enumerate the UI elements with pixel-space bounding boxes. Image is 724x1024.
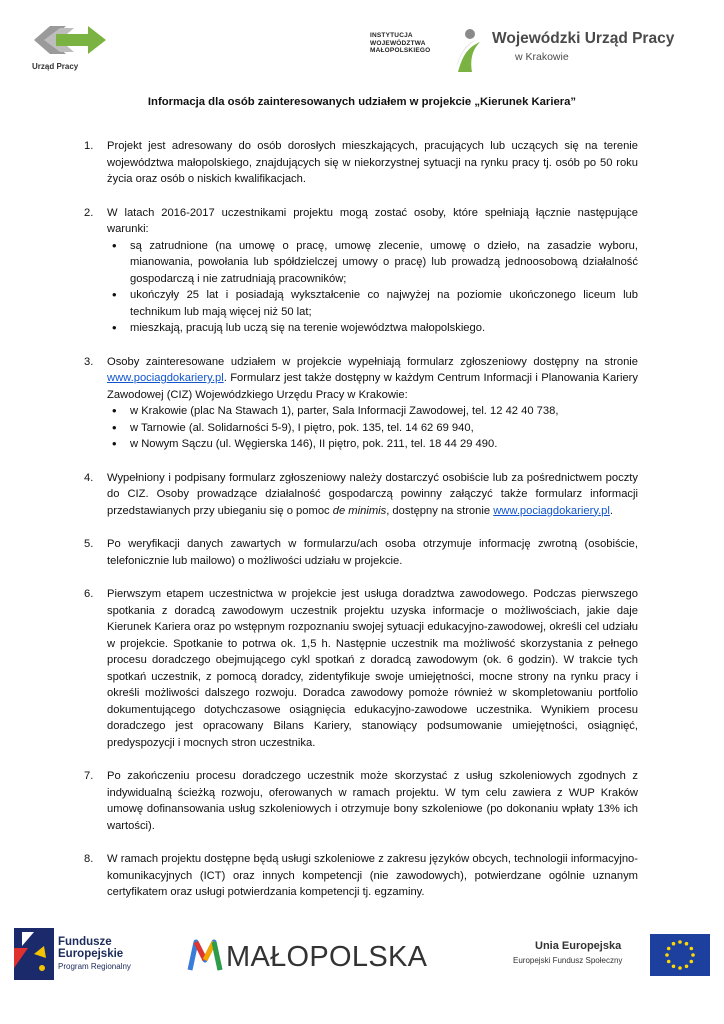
list-item — [84, 470, 638, 520]
list-item — [84, 851, 638, 901]
bullet-item: • w Tarnowie (al. Solidarności 5-9), I piętro, pok. 135, tel. 14 62 69 940, — [107, 420, 638, 437]
wup-figure-icon — [450, 28, 490, 74]
item-text — [107, 354, 638, 404]
list-item — [84, 536, 638, 569]
website-link[interactable]: www.pociagdokariery.pl — [493, 504, 610, 517]
malopolska-m-icon — [186, 934, 224, 974]
document-body — [84, 138, 638, 918]
malopolska-wordmark: MAŁOPOLSKA — [226, 941, 428, 973]
bullet-item: • w Nowym Sączu (ul. Węgierska 146), II piętro, pok. 211, tel. 18 44 29 490. — [107, 436, 638, 453]
text-segment: . — [609, 504, 614, 517]
item-text: Pierwszym etapem uczestnictwa w projekcie jest usługa doradztwa zawodowego. Podczas pierwszego spotkania z doradcą zawodowym uczestnik projektu uzyska informacje o możliwościach, jakie daje Kierunek Kariera oraz po wstępnym rozpoznaniu swojej sytuacji edukacyjno-zawodowej, określi cel udziału w projekcie. Spotkanie to potrwa ok. 1,5 h. Następnie uczestnik ma możliwość skorzystania z pełnego procesu doradczego obejmującego cykl spotkań z doradcą zawodowym (ok. 6 godzin). W trakcie tych spotkań uczestnik, z pomocą doradcy, zidentyfikuje swoje umiejętności, mocne strony na rynku pracy i określi możliwości dalszego rozwoju. Doradca zawodowy pomoże również w skompletowaniu portfolio dokumentującego dotychczasowe osiągnięcia edukacyjno-zawodowe uczestnika. Wynikiem procesu doradczego jest opracowany Bilans Kariery, stanowiący podsumowanie umiejętności, osiągnięć, predyspozycji i mocnych stron uczestnika. — [107, 588, 638, 749]
wup-title: Wojewódzki Urząd Pracy — [492, 30, 675, 47]
fe-line: Europejskie — [58, 948, 124, 960]
list-item — [84, 205, 638, 337]
efs-label: Europejski Fundusz Społeczny — [513, 956, 623, 965]
list-item — [84, 768, 638, 834]
list-item — [84, 586, 638, 751]
italic-term: de minimis — [332, 504, 387, 517]
list-item — [84, 138, 638, 188]
institution-label — [370, 32, 430, 55]
bullet-item: • ukończyły 25 lat i posiadają wykształcenie co najwyżej na poziomie ukończonego liceum lub technikum lub mają więcej niż 50 lat; — [107, 287, 638, 320]
item-number: 4. — [84, 471, 94, 484]
footer — [0, 928, 724, 988]
item-number: 6. — [84, 588, 94, 600]
arrow-logo-icon — [30, 18, 110, 62]
urzad-pracy-caption: Urząd Pracy — [32, 62, 79, 71]
institution-line: WOJEWÓDZTWA — [370, 39, 426, 47]
item-text: Po zakończeniu procesu doradczego uczestnik może skorzystać z usług szkoleniowych zgodnych z indywidualną ścieżką rozwoju, oferowanych w ramach projektu. W tym celu zawiera z WUP Kraków umowę dofinansowania usług szkoleniowych i otrzymuje bony szkoleniowe (po dokonaniu wpłaty 13% ich wartości). — [107, 770, 638, 832]
text-segment: Wypełniony i podpisany formularz zgłoszeniowy należy dostarczyć osobiście lub za pośrednictwem poczty do CIZ. Osoby prowadzące działalność gospodarczą powinny załączyć także formularz informacji przedstawianych przy ubieganiu się o pomoc — [107, 471, 638, 517]
institution-line: MAŁOPOLSKIEGO — [370, 47, 431, 54]
item-text: Po weryfikacji danych zawartych w formularzu/ach osoba otrzymuje informację zwrotną (osobiście, telefonicznie lub mailowo) o możliwości udziału w projekcie. — [107, 538, 638, 567]
text-segment: , dostępny na stronie — [386, 504, 494, 517]
item-number: 5. — [84, 538, 94, 550]
item-number: 1. — [84, 140, 94, 152]
program-regionalny-label: Program Regionalny — [58, 962, 131, 971]
list-item — [84, 354, 638, 453]
item-number: 3. — [84, 355, 94, 368]
item-text: W latach 2016-2017 uczestnikami projektu mogą zostać osoby, które spełniają łącznie następujące warunki: — [107, 206, 638, 235]
item-number: 7. — [84, 770, 94, 782]
website-link[interactable]: www.pociagdokariery.pl — [107, 372, 224, 384]
unia-europejska-label: Unia Europejska — [535, 940, 622, 952]
bullet-item: • mieszkają, pracują lub uczą się na terenie województwa małopolskiego. — [107, 320, 638, 337]
institution-line: INSTYTUCJA — [370, 32, 413, 39]
item-text: W ramach projektu dostępne będą usługi szkoleniowe z zakresu języków obcych, technologii informacyjno-komunikacyjnych (ICT) oraz innych kompetencji (nie zawodowych), potwierdzane ogólnie uznanym certyfikatem oraz usługi potwierdzania kompetencji tj. egzaminy. — [107, 853, 638, 898]
item-text: Projekt jest adresowany do osób dorosłych mieszkających, pracujących lub uczących się na terenie województwa małopolskiego, znajdujących się w niekorzystnej sytuacji na rynku pracy tj. osób po 50 roku życia oraz osób o niskich kwalifikacjach. — [107, 140, 638, 185]
item-number: 2. — [84, 206, 94, 219]
fundusze-europejskie-icon — [14, 928, 54, 980]
wup-subtitle: w Krakowie — [515, 51, 569, 63]
bullet-item: • w Krakowie (plac Na Stawach 1), parter, Sala Informacji Zawodowej, tel. 12 42 40 738, — [107, 403, 638, 420]
header — [0, 0, 724, 90]
fundusze-europejskie-label — [58, 936, 123, 960]
text-segment: . Formularz jest także dostępny w każdym Centrum Informacji i Planowania Kariery Zawodowej (CIZ) Wojewódzkiego Urzędu Pracy w Krakowie: — [107, 372, 638, 401]
fe-line: Fundusze — [58, 936, 112, 948]
document-title: Informacja dla osób zainteresowanych udziałem w projekcie „Kierunek Kariera” — [147, 96, 577, 108]
bullet-list — [107, 238, 638, 337]
item-text — [107, 470, 638, 520]
bullet-item: • są zatrudnione (na umowę o pracę, umowę zlecenie, umowę o dzieło, na zasadzie wyboru, mianowania, powołania lub spółdzielczej umowy o pracę) lub prowadzą jednoosobową działalność gospodarczą i nie zatrudniają pracowników; — [107, 238, 638, 288]
text-segment: Osoby zainteresowane udziałem w projekcie wypełniają formularz zgłoszeniowy dostępny na stronie — [107, 355, 638, 368]
urzad-pracy-logo — [30, 18, 110, 73]
item-number: 8. — [84, 853, 94, 865]
bullet-list — [107, 403, 638, 453]
eu-flag-icon — [650, 934, 710, 976]
